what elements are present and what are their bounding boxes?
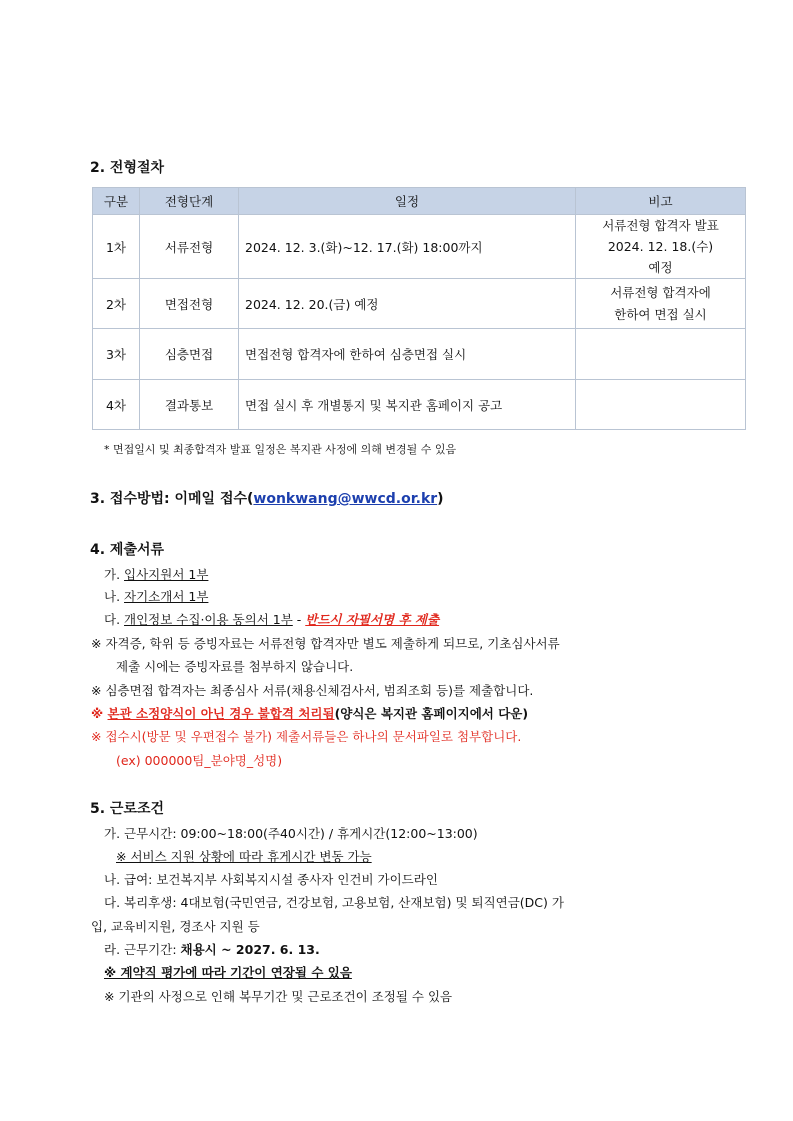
section-4-title: 4. 제출서류 (90, 542, 165, 558)
doc-item-b (104, 587, 208, 605)
header-schedule: 일정 (239, 188, 576, 215)
section-5-title: 5. 근로조건 (90, 801, 165, 817)
doc-item-c-dash: - (292, 612, 306, 627)
row-schedule: 2024. 12. 20.(금) 예정 (239, 279, 576, 329)
row-stage: 결과통보 (140, 380, 239, 430)
table-row (93, 329, 746, 380)
row-note (576, 279, 746, 329)
section-2-title: 2. 전형절차 (90, 160, 165, 176)
doc-note-3-mark: ※ (91, 706, 108, 721)
work-welfare-b: 입, 교육비지원, 경조사 지원 등 (91, 919, 260, 934)
note-line: 2024. 12. 18.(수) (607, 239, 714, 254)
doc-note-3-warning: 본관 소정양식이 아닌 경우 불합격 처리됨 (107, 706, 335, 721)
row-round: 2차 (93, 279, 140, 329)
doc-note-3-rest: (양식은 복지관 홈페이지에서 다운) (334, 706, 529, 721)
doc-item-c-text: 개인정보 수집·이용 동의서 1부 (124, 612, 293, 627)
doc-item-c-required: 반드시 자필서명 후 제출 (305, 612, 440, 627)
work-period-note: ※ 계약직 평가에 따라 기간이 연장될 수 있음 (104, 965, 352, 980)
note-line: 서류전형 합격자에 (610, 284, 711, 300)
doc-note-4: ※ 접수시(방문 및 우편접수 불가) 제출서류들은 하나의 문서파일로 첨부합니다. (91, 729, 522, 744)
row-schedule: 면접 실시 후 개별통지 및 복지관 홈페이지 공고 (239, 380, 576, 430)
table-row (93, 215, 746, 279)
row-stage: 서류전형 (140, 215, 239, 279)
doc-item-b-text: 자기소개서 1부 (124, 589, 209, 604)
doc-note-2: ※ 심층면접 합격자는 최종심사 서류(채용신체검사서, 범죄조회 등)를 제출합니다. (91, 683, 534, 698)
doc-item-a-text: 입사지원서 1부 (124, 567, 209, 582)
row-schedule: 면접전형 합격자에 한하여 심층면접 실시 (239, 329, 576, 380)
doc-note-1a: ※ 자격증, 학위 등 증빙자료는 서류전형 합격자만 별도 제출하게 되므로, 기초심사서류 (91, 636, 560, 651)
doc-item-a-prefix: 가. (104, 567, 125, 582)
work-period-note-2: ※ 기관의 사정으로 인해 복무기간 및 근로조건이 조정될 수 있음 (104, 989, 453, 1004)
section-3-label: 3. 접수방법: 이메일 접수( (90, 491, 254, 507)
row-round: 3차 (93, 329, 140, 380)
doc-item-c (104, 610, 439, 628)
row-schedule: 2024. 12. 3.(화)~12. 17.(화) 18:00까지 (239, 215, 576, 279)
doc-note-4b: (ex) 000000팀_분야명_성명) (116, 753, 283, 768)
doc-item-a (104, 565, 208, 583)
note-line: 한하여 면접 실시 (614, 306, 707, 322)
row-stage: 심층면접 (140, 329, 239, 380)
work-period (104, 940, 320, 958)
section-3-title (90, 488, 444, 508)
row-note (576, 329, 746, 380)
row-note (576, 380, 746, 430)
row-stage: 면접전형 (140, 279, 239, 329)
section-3-close: ) (437, 491, 444, 507)
table-header-row (93, 188, 746, 215)
email-link[interactable]: wonkwang@wwcd.or.kr (253, 491, 438, 507)
work-welfare-a: 다. 복리후생: 4대보험(국민연금, 건강보험, 고용보험, 산재보험) 및 퇴직연금(DC) 가 (104, 895, 564, 910)
doc-item-c-prefix: 다. (104, 612, 125, 627)
schedule-footnote: * 면접일시 및 최종합격자 발표 일정은 복지관 사정에 의해 변경될 수 있음 (104, 443, 457, 456)
header-stage: 전형단계 (140, 188, 239, 215)
work-pay: 나. 급여: 보건복지부 사회복지시설 종사자 인건비 가이드라인 (104, 872, 438, 887)
schedule-table (92, 187, 746, 430)
row-round: 1차 (93, 215, 140, 279)
table-row (93, 279, 746, 329)
work-period-value: 채용시 ~ 2027. 6. 13. (180, 942, 320, 957)
doc-note-3 (91, 704, 528, 722)
work-period-label: 라. 근무기간: (104, 942, 181, 957)
work-hours: 가. 근무시간: 09:00~18:00(주40시간) / 휴게시간(12:00~13:00) (104, 826, 478, 841)
header-note: 비고 (576, 188, 746, 215)
doc-note-1b: 제출 시에는 증빙자료를 첨부하지 않습니다. (116, 659, 354, 674)
note-line: 예정 (648, 260, 673, 275)
row-note (576, 215, 746, 279)
row-round: 4차 (93, 380, 140, 430)
table-row (93, 380, 746, 430)
note-line: 서류전형 합격자 발표 (602, 218, 719, 233)
doc-item-b-prefix: 나. (104, 589, 125, 604)
work-hours-note: ※ 서비스 지원 상황에 따라 휴게시간 변동 가능 (116, 849, 372, 864)
header-round: 구분 (93, 188, 140, 215)
